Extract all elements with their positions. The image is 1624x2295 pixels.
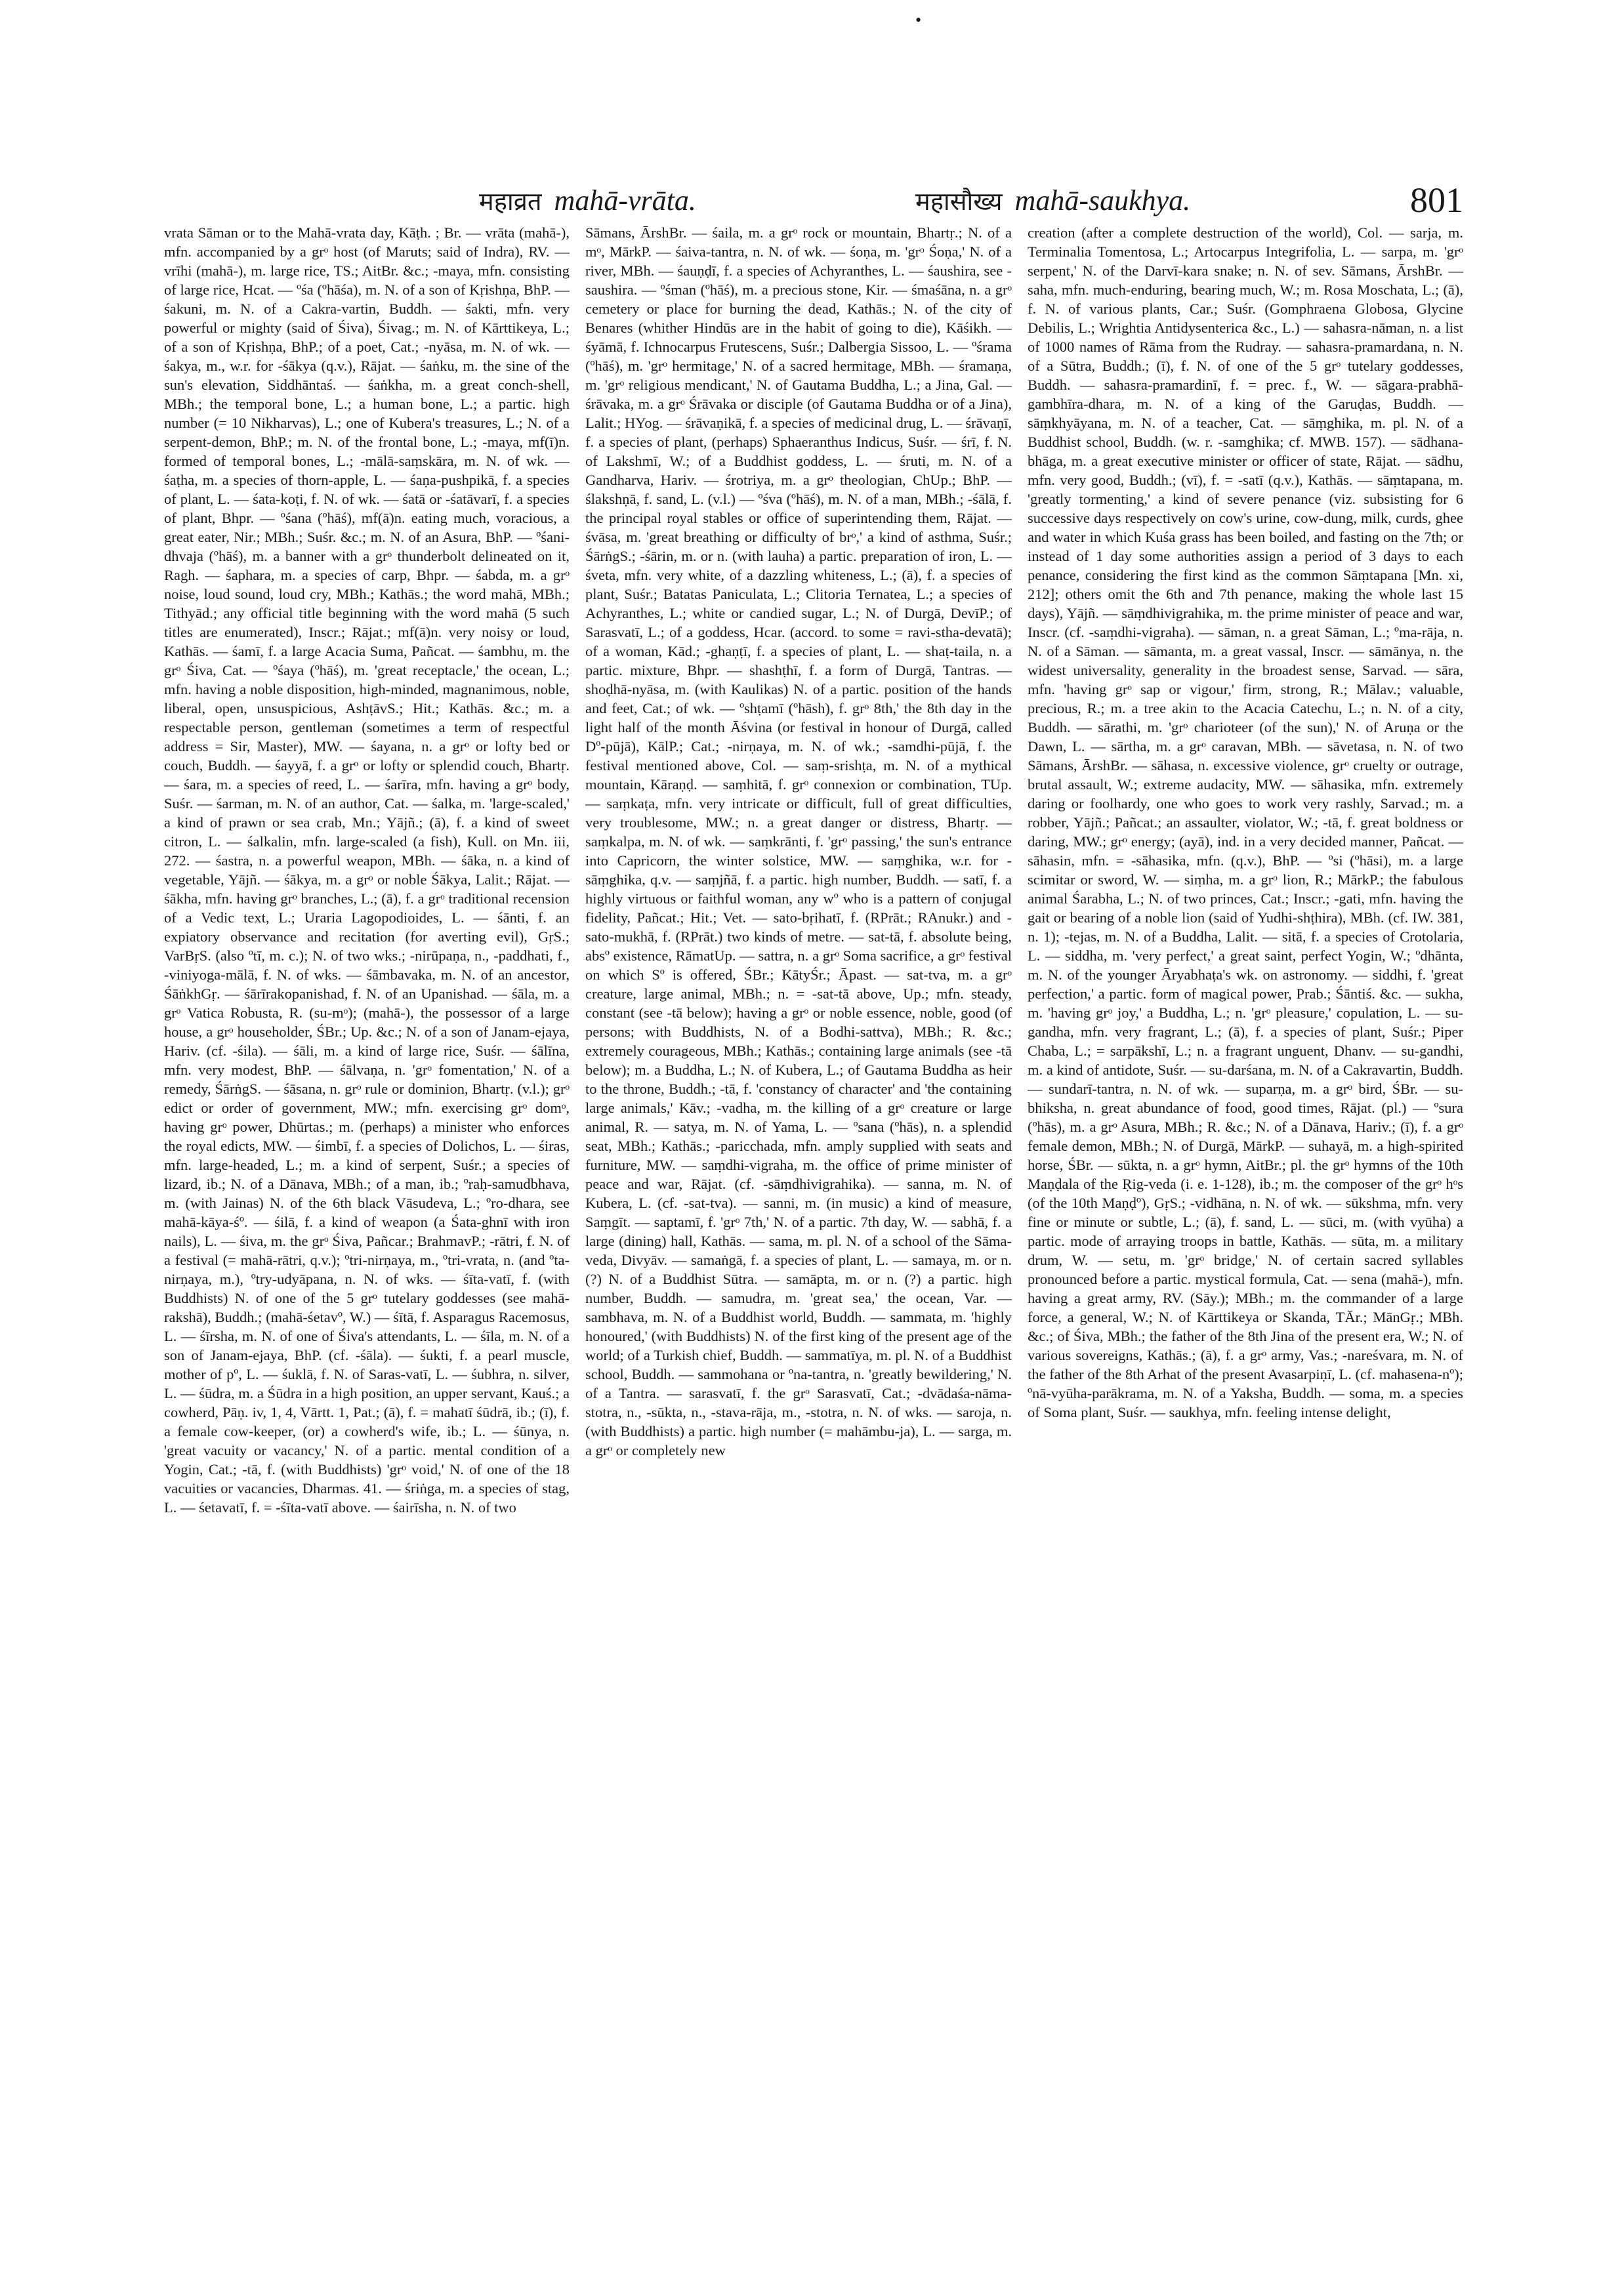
page-mark: • (915, 10, 922, 30)
right-headword (915, 184, 1190, 218)
text-column-2 (585, 223, 1012, 2257)
text-column-3 (1028, 223, 1463, 2257)
left-headword (479, 184, 696, 218)
column-1-text: vrata Sāman or to the Mahā-vrata day, Kāṭh. ; Br. — vrāta (mahā-), mfn. accompanied by a grᵒ host (of Maruts; said of Indra), RV. — vrīhi (mahā-), m. large rice, TS.; AitBr. &c.; -maya, mfn. consisting of large rice, Hcat. — ºśa (ºhāśa), m. N. of a son of Kṛishṇa, BhP. — śakuni, m. N. of a Cakra-vartin, Buddh. — śakti, mfn. very powerful or mighty (said of Śiva), Śivag.; m. N. of Kārttikeya, L.; of a son of Kṛishṇa, BhP.; of a poet, Cat.; -nyāsa, m. N. of wk. — śakya, m., w.r. for -śākya (q.v.), Rājat. — śaṅku, m. the sine of the sun's elevation, Siddhāntaś. — śaṅkha, m. a great conch-shell, MBh.; the temporal bone, L.; a human bone, L.; a partic. high number (= 10 Nikharvas), L.; one of Kubera's treasures, L.; N. of a serpent-demon, BhP.; m. N. of the frontal bone, L.; -maya, mf(ī)n. formed of temporal bones, L.; -mālā-saṃskāra, m. N. of wk. — śaṭha, m. a species of thorn-apple, L. — śaṇa-pushpikā, f. a species of plant, L. — śata-koṭi, f. N. of wk. — śatā or -śatāvarī, f. a species of plant, Bhpr. — ºśana (ºhāś), mf(ā)n. eating much, voracious, a great eater, Nir.; MBh.; Suśr. &c.; m. N. of an Asura, BhP. — ºśani-dhvaja (ºhāś), m. a banner with a grᵒ thunderbolt delineated on it, Ragh. — śaphara, m. a species of carp, Bhpr. — śabda, m. a grᵒ noise, loud sound, loud cry, MBh.; Kathās.; the word mahā, MBh.; Tithyād.; any official title beginning with the word mahā (5 such titles are enumerated), Inscr.; Rājat.; mf(ā)n. very noisy or loud, Kathās. — śamī, f. a large Acacia Suma, Pañcat. — śambhu, m. the grᵒ Śiva, Cat. — ºśaya (ºhāś), m. 'great receptacle,' the ocean, L.; mfn. having a noble disposition, high-minded, magnanimous, noble, liberal, open, unsuspicious, AshṭāvS.; Hit.; Kathās. &c.; m. a respectable person, gentleman (sometimes a term of respectful address = Sir, Master), MW. — śayana, n. a grᵒ or lofty bed or couch, Buddh. — śayyā, f. a grᵒ or lofty or splendid couch, Bhartṛ. — śara, m. a species of reed, L. — śarīra, mfn. having a grᵒ body, Suśr. — śarman, m. N. of an author, Cat. — śalka, m. 'large-scaled,' a kind of prawn or sea crab, Mn.; Yājñ.; (ā), f. a kind of sweet citron, L. — śalkalin, mfn. large-scaled (a fish), Kull. on Mn. iii, 272. — śastra, n. a powerful weapon, MBh. — śāka, n. a kind of vegetable, Yājñ. — śākya, m. a grᵒ or noble Śākya, Lalit.; Rājat. — śākha, mfn. having grᵒ branches, L.; (ā), f. a grᵒ traditional recension of a Vedic text, L.; Uraria Lagopodioides, L. — śānti, f. an expiatory observance and recitation (for averting evil), GṛS.; VarBṛS. (also ºtī, m. c.); N. of two wks.; -nirūpaṇa, n., -paddhati, f., -viniyoga-mālā, f. N. of wks. — śāmbavaka, m. N. of an ancestor, ŚāṅkhGṛ. — śārīrakopanishad, f. N. of an Upanishad. — śāla, m. a grᵒ Vatica Robusta, R. (su-mᵒ); (mahā-), the possessor of a large house, a grᵒ householder, ŚBr.; Up. &c.; N. of a son of Janam-ejaya, Hariv. (cf. -śila). — śāli, m. a kind of large rice, Suśr. — śālīna, mfn. very modest, BhP. — śālvaṇa, n. 'grᵒ fomentation,' N. of a remedy, ŚārṅgS. — śāsana, n. grᵒ rule or dominion, Bhartṛ. (v.l.); grᵒ edict or order of government, MW.; mfn. exercising grᵒ domᵒ, having grᵒ power, Dhūrtas.; m. (perhaps) a minister who enforces the royal edicts, MW. — śimbī, f. a species of Dolichos, L. — śiras, mfn. large-headed, L.; m. a kind of serpent, Suśr.; a species of lizard, ib.; N. of a Dānava, MBh.; of a man, ib.; ºraḥ-samudbhava, m. (with Jainas) N. of the 6th black Vāsudeva, L.; ºro-dhara, see mahā-kāya-śº. — śilā, f. a kind of weapon (a Śata-ghnī with iron nails), L. — śiva, m. the grᵒ Śiva, Pañcar.; BrahmavP.; -rātri, f. N. of a festival (= mahā-rātri, q.v.); ºtri-nirṇaya, m., ºtri-vrata, n. (and ºta-nirṇaya, m.), ºtry-udyāpana, n. N. of wks. — śīta-vatī, f. (with Buddhists) N. of one of the 5 grᵒ tutelary goddesses (see mahā-rakshā), Buddh.; (mahā-śetavº, W.) — śītā, f. Asparagus Racemosus, L. — śīrsha, m. N. of one of Śiva's attendants, L. — śīla, m. N. of a son of Janam-ejaya, BhP. (cf. -śāla). — śukti, f. a pearl muscle, mother of pº, L. — śuklā, f. N. of Saras-vatī, L. — śubhra, n. silver, L. — śūdra, m. a Śūdra in a high position, an upper servant, Kauś.; a cowherd, Pāṇ. iv, 1, 4, Vārtt. 1, Pat.; (ā), f. = mahatī śūdrā, ib.; (ī), f. a female cow-keeper, (or) a cowherd's wife, ib.; L. — śūnya, n. 'great vacuity or vacancy,' N. of a partic. mental condition of a Yogin, Cat.; -tā, f. (with Buddhists) 'grᵒ void,' N. of one of the 18 vacuities or vacancies, Dharmas. 41. — śriṅga, m. a species of stag, L. — śetavatī, f. = -śīta-vatī above. — śairīsha, n. N. of two (164, 224, 570, 1516)
running-header (164, 176, 1463, 222)
right-headword-devanagari: महासौख्य (915, 187, 1003, 216)
text-column-1 (164, 223, 570, 2257)
left-headword-devanagari: महाव्रत (479, 187, 542, 216)
page-number: 801 (1410, 180, 1463, 220)
column-2-text: Sāmans, ĀrshBr. — śaila, m. a grᵒ rock or mountain, Bhartṛ.; N. of a mᵒ, MārkP. — śaiva-tantra, n. N. of wk. — śoṇa, m. 'grᵒ Śoṇa,' N. of a river, MBh. — śauṇḍī, f. a species of Achyranthes, L. — śaushira, see -saushira. — ºśman (ºhāś), m. a precious stone, Kir. — śmaśāna, n. a grᵒ cemetery or place for burning the dead, Kathās.; N. of the city of Benares (whither Hindūs are in the habit of going to die), Kāśikh. — śyāmā, f. Ichnocarpus Frutescens, Suśr.; Dalbergia Sissoo, L. — ºśrama (ºhāś), m. 'grᵒ hermitage,' N. of a sacred hermitage, MBh. — śramaṇa, m. 'grᵒ religious mendicant,' N. of Gautama Buddha, L.; a Jina, Gal. — śrāvaka, m. a grᵒ Śrāvaka or disciple (of Gautama Buddha or of a Jina), Lalit.; HYog. — śrāvaṇikā, f. a species of medicinal drug, L. — śrāvaṇī, f. a species of plant, (perhaps) Sphaeranthus Indicus, Suśr. — śrī, f. N. of Lakshmī, W.; of a Buddhist goddess, L. — śruti, m. N. of a Gandharva, Hariv. — śrotriya, m. a grᵒ theologian, ChUp.; BhP. — ślakshṇā, f. sand, L. (v.l.) — ºśva (ºhāś), m. N. of a man, MBh.; -śālā, f. the principal royal stables or office of superintending them, Rājat. — śvāsa, m. 'great breathing or difficulty of brᵒ,' a kind of asthma, Suśr.; ŚārṅgS.; -śārin, m. or n. (with lauha) a partic. preparation of iron, L. — śveta, mfn. very white, of a dazzling whiteness, L.; (ā), f. a species of plant, Suśr.; Batatas Paniculata, L.; Clitoria Ternatea, L.; a species of Achyranthes, L.; white or candied sugar, L.; N. of Durgā, DevīP.; of Sarasvatī, L.; of a goddess, Hcar. (accord. to some = ravi-stha-devatā); of a woman, Kād.; -ghaṇṭī, f. a species of plant, L. — shaṭ-taila, n. a partic. mixture, Bhpr. — shashṭhī, f. a form of Durgā, Tantras. — shoḍhā-nyāsa, m. (with Kaulikas) N. of a partic. position of the hands and feet, Cat.; of wk. — ºshṭamī (ºhāsh), f. grᵒ 8th,' the 8th day in the light half of the month Āśvina (or festival in honour of Durgā, called Dº-pūjā), KālP.; Cat.; -nirṇaya, m. N. of wk.; -samdhi-pūjā, f. the festival mentioned above, Col. — saṃ-srishṭa, m. N. of a mythical mountain, Kāraṇḍ. — saṃhitā, f. grᵒ connexion or combination, TUp. — saṃkaṭa, mfn. very intricate or difficult, full of great difficulties, very troublesome, MW.; n. a great danger or distress, Bhartṛ. — saṃkalpa, m. N. of wk. — saṃkrānti, f. 'grᵒ passing,' the sun's entrance into Capricorn, the winter solstice, MW. — saṃghika, w.r. for -sāṃghika, q.v. — saṃjñā, f. a partic. high number, Buddh. — satī, f. a highly virtuous or faithful woman, any wº who is a pattern of conjugal fidelity, Pañcat.; Hit.; Vet. — sato-bṛihatī, f. (RPrāt.; RAnukr.) and -sato-mukhā, f. (RPrāt.) two kinds of metre. — sat-tā, f. absolute being, absº existence, RāmatUp. — sattra, n. a grᵒ Soma sacrifice, a grᵒ festival on which Sº is offered, ŚBr.; KātyŚr.; Āpast. — sat-tva, m. a grᵒ creature, large animal, MBh.; n. = -sat-tā above, Up.; mfn. steady, constant (see -tā below); having a grᵒ or noble essence, noble, good (of persons; with Buddhists, N. of a Bodhi-sattva), MBh.; R. &c.; extremely courageous, MBh.; Kathās.; containing large animals (see -tā below); m. a Buddha, L.; N. of Kubera, L.; of Gautama Buddha as heir to the throne, Buddh.; -tā, f. 'constancy of character' and 'the containing large animals,' Kāv.; -vadha, m. the killing of a grᵒ creature or large animal, R. — satya, m. N. of Yama, L. — ºsana (ºhās), n. a splendid seat, MBh.; Kathās.; -paricchada, mfn. amply supplied with seats and furniture, MW. — saṃdhi-vigraha, m. the office of prime minister of peace and war, Rājat. (cf. -sāṃdhivigrahika). — sanna, m. N. of Kubera, L. (cf. -sat-tva). — sanni, m. (in music) a kind of measure, Saṃgīt. — saptamī, f. 'grᵒ 7th,' N. of a partic. 7th day, W. — sabhā, f. a large (dining) hall, Kathās. — sama, m. pl. N. of a school of the Sāma-veda, Divyāv. — samaṅgā, f. a species of plant, L. — samaya, m. or n. (?) N. of a Buddhist Sūtra. — samāpta, m. or n. (?) a partic. high number, Buddh. — samudra, m. 'great sea,' the ocean, Var. — sambhava, m. N. of a Buddhist world, Buddh. — sammata, m. 'highly honoured,' (with Buddhists) N. of the first king of the present age of the world; of a Turkish chief, Buddh. — sammatīya, m. pl. N. of a Buddhist school, Buddh. — sammohana or ºna-tantra, n. 'greatly bewildering,' N. of a Tantra. — sarasvatī, f. the grᵒ Sarasvatī, Cat.; -dvādaśa-nāma-stotra, n., -sūkta, n., -stava-rāja, m., -stotra, n. N. of wks. — saroja, n. (with Buddhists) a partic. high number (= mahāmbu-ja), L. — sarga, m. a grᵒ or completely new (585, 224, 1012, 1458)
left-headword-translit: mahā-vrāta. (554, 184, 696, 217)
right-headword-translit: mahā-saukhya. (1014, 184, 1191, 217)
column-3-text: creation (after a complete destruction of the world), Col. — sarja, m. Terminalia Tomentosa, L.; Artocarpus Integrifolia, L. — sarpa, m. 'grᵒ serpent,' N. of the Darvī-kara snake; n. N. of sev. Sāmans, ĀrshBr. — saha, mfn. much-enduring, bearing much, W.; m. Rosa Moschata, L.; (ā), f. N. of various plants, Car.; Suśr. (Gomphraena Globosa, Glycine Debilis, L.; Wrightia Antidysenterica &c., L.) — sahasra-nāman, n. a list of 1000 names of Rāma from the Rudray. — sahasra-pramardana, n. N. of a Sūtra, Buddh.; (ī), f. N. of one of the 5 grᵒ tutelary goddesses, Buddh. — sahasra-pramardinī, f. = prec. f., W. — sāgara-prabhā-gambhīra-dhara, m. N. of a king of the Garuḍas, Buddh. — sāṃkhyāyana, m. N. of a teacher, Cat. — sāṃghika, m. pl. N. of a Buddhist school, Buddh. (w. r. -samghika; cf. MWB. 157). — sādhana-bhāga, m. a great executive minister or officer of state, Rājat. — sādhu, mfn. very good, Buddh.; (vī), f. = -satī (q.v.), Kathās. — sāṃtapana, m. 'greatly tormenting,' a kind of severe penance (viz. subsisting for 6 successive days respectively on cow's urine, cow-dung, milk, curds, ghee and water in which Kuśa grass has been boiled, and fasting on the 7th; or instead of 1 day some authorities assign a period of 3 days to each penance, considering the first kind as the common Sāṃtapana [Mn. xi, 212]; others omit the 6th and 7th penance, making the whole last 15 days), Yājñ. — sāṃdhivigrahika, m. the prime minister of peace and war, Inscr. (cf. -saṃdhi-vigraha). — sāman, n. a great Sāman, L.; ºma-rāja, n. N. of a Sāman. — sāmanta, m. a great vassal, Inscr. — sāmānya, n. the widest universality, generality in the broadest sense, Sarvad. — sāra, mfn. 'having grᵒ sap or vigour,' firm, strong, R.; Mālav.; valuable, precious, R.; m. a tree akin to the Acacia Catechu, L.; n. N. of a city, Buddh. — sārathi, m. 'grᵒ charioteer (of the sun),' N. of Aruṇa or the Dawn, L. — sārtha, m. a grᵒ caravan, MBh. — sāvetasa, n. N. of two Sāmans, ĀrshBr. — sāhasa, n. excessive violence, grᵒ cruelty or outrage, brutal assault, W.; extreme audacity, MW. — sāhasika, mfn. extremely daring or foolhardy, one who goes to work very rashly, Sarvad.; m. a robber, Yājñ.; Pañcat.; an assaulter, violator, W.; -tā, f. great boldness or daring, MW.; grᵒ energy; (ayā), ind. in a very decided manner, Pañcat. — sāhasin, mfn. = -sāhasika, mfn. (q.v.), BhP. — ºsi (ºhāsi), m. a large scimitar or sword, W. — siṃha, m. a grᵒ lion, R.; MārkP.; the fabulous animal Śarabha, L.; N. of two princes, Cat.; Inscr.; -gati, mfn. having the gait or bearing of a noble lion (said of Yudhi-shṭhira), MBh. (cf. IW. 381, n. 1); -tejas, m. N. of a Buddha, Lalit. — sitā, f. a species of Crotolaria, L. — siddha, m. 'very perfect,' a great saint, perfect Yogin, W.; ºdhānta, m. N. of the younger Āryabhaṭa's wk. on astronomy. — siddhi, f. 'great perfection,' a partic. form of magical power, Prab.; Śāntiś. &c. — sukha, m. 'having grᵒ joy,' a Buddha, L.; n. 'grᵒ pleasure,' copulation, L. — su-gandha, mfn. very fragrant, L.; (ā), f. a species of plant, Suśr.; Piper Chaba, L.; = sarpākshī, L.; n. a fragrant unguent, Dhanv. — su-gandhi, m. a kind of antidote, Suśr. — su-darśana, m. N. of a Cakravartin, Buddh. — sundarī-tantra, n. N. of wk. — suparṇa, m. a grᵒ bird, ŚBr. — su-bhiksha, n. great abundance of food, good times, Rājat. (pl.) — ºsura (ºhās), m. a grᵒ Asura, MBh.; R. &c.; N. of a Dānava, Hariv.; (ī), f. a grᵒ female demon, MBh.; N. of Durgā, MārkP. — suhayā, m. a high-spirited horse, ŚBr. — sūkta, n. a grᵒ hymn, AitBr.; pl. the grᵒ hymns of the 10th Maṇḍala of the Ṛig-veda (i. e. 1-128), ib.; m. the composer of the grᵒ hᵒs (of the 10th Maṇḍº), GṛS.; -vidhāna, n. N. of wk. — sūkshma, mfn. very fine or minute or subtle, L.; (ā), f. sand, L. — sūci, m. (with vyūha) a partic. mode of arraying troops in battle, Kathās. — sūta, m. a military drum, W. — setu, m. 'grᵒ bridge,' N. of certain sacred syllables pronounced before a partic. mystical formula, Cat. — sena (mahā-), mfn. having a great army, RV. (Sāy.); MBh.; m. the commander of a large force, a general, W.; N. of Kārttikeya or Skanda, TĀr.; MānGṛ.; MBh. &c.; of Śiva, MBh.; the father of the 8th Jina of the present era, W.; N. of various sovereigns, Kathās.; (ā), f. a grᵒ army, Vas.; -nareśvara, m. N. of the father of the 8th Arhat of the present Avasarpiṇī, L. (cf. mahasena-nº); ºnā-vyūha-parākrama, m. N. of a Yaksha, Buddh. — soma, m. a species of Soma plant, Suśr. — saukhya, mfn. feeling intense delight, (1028, 224, 1463, 1420)
